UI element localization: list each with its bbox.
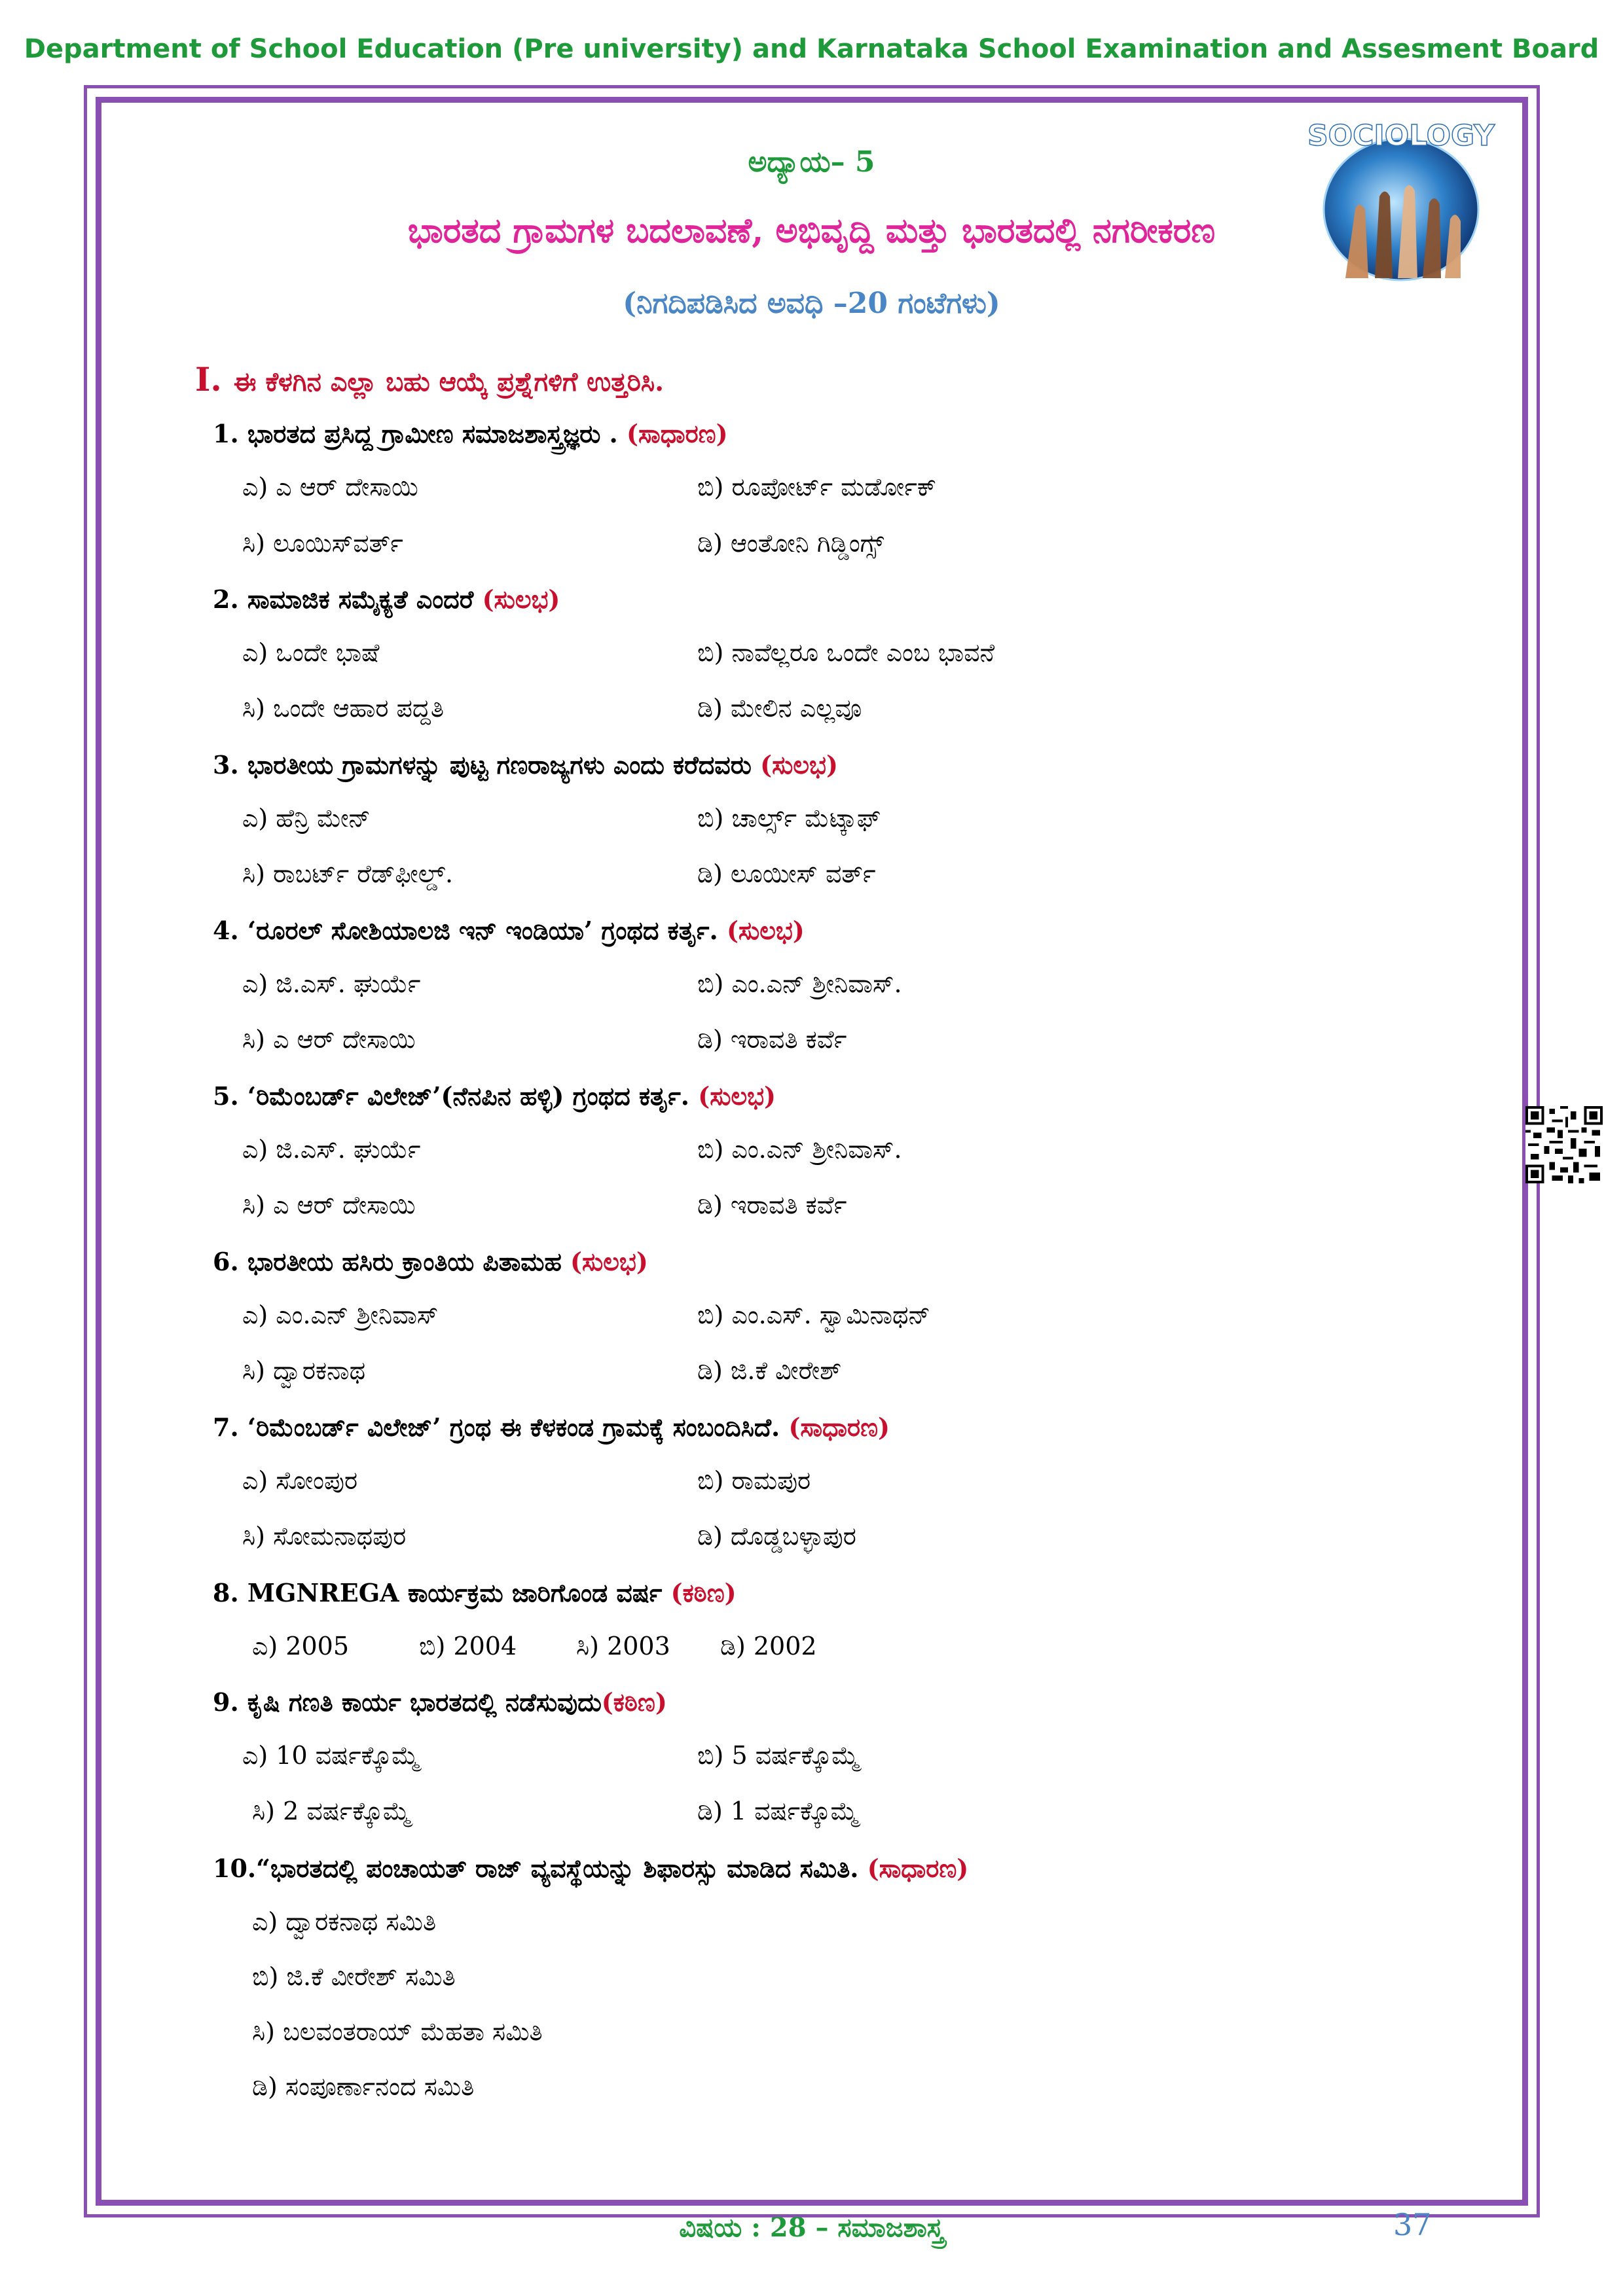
- option-a: ಎ) 2005: [252, 1632, 350, 1660]
- question-text: 1. ಭಾರತದ ಪ್ರಸಿದ್ದ ಗ್ರಾಮೀಣ ಸಮಾಜಶಾಸ್ತ್ರಜ್ಞರು .: [213, 419, 618, 448]
- question-text: 7. ‘ರಿಮೆಂಬರ್ಡ್ ವಿಲೇಜ್’ ಗ್ರಂಥ ಈ ಕೆಳಕಂಡ ಗ್ರಾಮಕ್ಕೆ ಸಂಬಂದಿಸಿದೆ.: [213, 1412, 780, 1442]
- option-c: ಸಿ) ಲೂಯಿಸ್‌ವರ್ತ್: [242, 529, 403, 558]
- option-b: ಬಿ) ಎಂ.ಎಸ್. ಸ್ವಾಮಿನಾಥನ್: [697, 1300, 931, 1329]
- option-c: ಸಿ) 2 ವರ್ಷಕ್ಕೊಮ್ಮೆ: [252, 1797, 411, 1825]
- subject-footer: ವಿಷಯ : 28 – ಸಮಾಜಶಾಸ್ತ್ರ: [679, 2212, 944, 2243]
- question-text: 4. ‘ರೂರಲ್ ಸೋಶಿಯಾಲಜಿ ಇನ್ ಇಂಡಿಯಾ’ ಗ್ರಂಥದ ಕರ್ತೃ.: [213, 916, 718, 945]
- difficulty-label: (ಕಠಿಣ): [601, 1687, 667, 1717]
- difficulty-label: (ಸಾಧಾರಣ): [867, 1854, 969, 1883]
- question-3: [213, 750, 838, 780]
- option-b: ಬಿ) ರೂಪೋರ್ಟ್ ಮರ್ಡೋಕ್: [697, 473, 937, 501]
- difficulty-label: (ಸಾಧಾರಣ): [627, 419, 728, 448]
- option-a: ಎ) ಎಂ.ಎನ್ ಶ್ರೀನಿವಾಸ್: [242, 1300, 439, 1329]
- option-d: ಡಿ) ಜಿ.ಕೆ ವೀರೇಶ್: [697, 1356, 842, 1385]
- option-c: ಸಿ) ರಾಬರ್ಟ್ ರೆಡ್‌ಫೀಲ್ಡ್.: [242, 859, 454, 888]
- question-text: 5. ‘ರಿಮೆಂಬರ್ಡ್ ವಿಲೇಜ್’(ನೆನಪಿನ ಹಳ್ಳಿ) ಗ್ರಂಥದ ಕರ್ತೃ.: [213, 1081, 689, 1111]
- option-c: ಸಿ) ಬಲವಂತರಾಯ್ ಮೆಹತಾ ಸಮಿತಿ: [252, 2017, 543, 2046]
- chapter-number: ಅದ್ಯಾಯ– 5: [748, 145, 875, 179]
- option-b: ಬಿ) ನಾವೆಲ್ಲರೂ ಒಂದೇ ಎಂಬ ಭಾವನೆ: [697, 638, 995, 667]
- option-a: ಎ) ಜಿ.ಎಸ್. ಘುರ್ಯೆ: [242, 1135, 421, 1164]
- question-2: [213, 584, 560, 615]
- option-b: ಬಿ) ಎಂ.ಎನ್ ಶ್ರೀನಿವಾಸ್.: [697, 1135, 902, 1164]
- qr-code[interactable]: [1525, 1106, 1603, 1183]
- option-c: ಸಿ) 2003: [576, 1632, 670, 1660]
- difficulty-label: (ಕಠಿಣ): [670, 1578, 737, 1607]
- question-text: 10.“ಭಾರತದಲ್ಲಿ ಪಂಚಾಯತ್ ರಾಜ್ ವ್ಯವಸ್ಥೆಯನ್ನು ಶಿಫಾರಸ್ಸು ಮಾಡಿದ ಸಮಿತಿ.: [213, 1854, 859, 1883]
- option-c: ಸಿ) ದ್ವಾರಕನಾಥ: [242, 1356, 366, 1385]
- question-1: [213, 419, 728, 449]
- difficulty-label: (ಸುಲಭ): [570, 1247, 648, 1276]
- logo-text: SOCIOLOGY: [1307, 119, 1495, 152]
- question-7: [213, 1412, 890, 1443]
- section-heading: [195, 360, 664, 399]
- option-b: ಬಿ) ಚಾರ್ಲ್ಸ್ ಮೆಟ್ಕಾಫ್: [697, 804, 881, 833]
- option-a: ಎ) ಒಂದೇ ಭಾಷೆ: [242, 638, 380, 667]
- option-c: ಸಿ) ಎ ಆರ್ ದೇಸಾಯಿ: [242, 1191, 416, 1219]
- difficulty-label: (ಸಾಧಾರಣ): [788, 1412, 890, 1442]
- option-a: ಎ) ಎ ಆರ್ ದೇಸಾಯಿ: [242, 473, 418, 501]
- option-a: ಎ) ಹೆನ್ರಿ ಮೇನ್: [242, 804, 371, 833]
- question-text: 2. ಸಾಮಾಜಿಕ ಸಮೈಕ್ಯತೆ ಎಂದರೆ: [213, 584, 474, 614]
- difficulty-label: (ಸುಲಭ): [760, 750, 838, 780]
- option-d: ಡಿ) ಲೂಯೀಸ್ ವರ್ತ್: [697, 859, 876, 888]
- question-6: [213, 1247, 648, 1277]
- chapter-title: ಭಾರತದ ಗ್ರಾಮಗಳ ಬದಲಾವಣೆ, ಅಭಿವೃದ್ದಿ ಮತ್ತು ಭಾರತದಲ್ಲಿ ನಗರೀಕರಣ: [407, 211, 1216, 251]
- question-text: 6. ಭಾರತೀಯ ಹಸಿರು ಕ್ರಾಂತಿಯ ಪಿತಾಮಹ: [213, 1247, 562, 1276]
- question-10: [213, 1854, 968, 1884]
- sociology-logo: [1306, 111, 1496, 281]
- section-number: I.: [195, 360, 222, 399]
- question-text: 8. MGNREGA ಕಾರ್ಯಕ್ರಮ ಜಾರಿಗೊಂಡ ವರ್ಷ: [213, 1578, 663, 1607]
- option-b: ಬಿ) 5 ವರ್ಷಕ್ಕೊಮ್ಮೆ: [697, 1741, 860, 1770]
- difficulty-label: (ಸುಲಭ): [726, 916, 805, 945]
- question-9: [213, 1687, 667, 1717]
- option-d: ಡಿ) ಇರಾವತಿ ಕರ್ವೆ: [697, 1191, 847, 1219]
- chapter-duration: (ನಿಗದಿಪಡಿಸಿದ ಅವಧಿ –20 ಗಂಟೆಗಳು): [623, 287, 1000, 320]
- option-d: ಡಿ) ಸಂಪೂರ್ಣಾನಂದ ಸಮಿತಿ: [252, 2072, 475, 2101]
- question-text: 9. ಕೃಷಿ ಗಣತಿ ಕಾರ್ಯ ಭಾರತದಲ್ಲಿ ನಡೆಸುವುದು: [213, 1687, 602, 1717]
- question-4: [213, 916, 805, 946]
- option-a: ಎ) ಸೋಂಪುರ: [242, 1466, 358, 1495]
- option-c: ಸಿ) ಎ ಆರ್ ದೇಸಾಯಿ: [242, 1025, 416, 1054]
- option-d: ಡಿ) ಮೇಲಿನ ಎಲ್ಲವೂ: [697, 694, 862, 723]
- difficulty-label: (ಸುಲಭ): [698, 1081, 776, 1111]
- option-b: ಬಿ) ಜಿ.ಕೆ ವೀರೇಶ್ ಸಮಿತಿ: [252, 1962, 456, 1991]
- option-a: ಎ) 10 ವರ್ಷಕ್ಕೊಮ್ಮೆ: [242, 1741, 420, 1770]
- option-c: ಸಿ) ಸೋಮನಾಥಪುರ: [242, 1522, 407, 1551]
- option-a: ಎ) ದ್ವಾರಕನಾಥ ಸಮಿತಿ: [252, 1907, 437, 1936]
- option-b: ಬಿ) ರಾಮಪುರ: [697, 1466, 811, 1495]
- option-d: ಡಿ) ಆಂತೋನಿ ಗಿಡ್ಡಿಂಗ್ಸ್: [697, 529, 884, 558]
- question-text: 3. ಭಾರತೀಯ ಗ್ರಾಮಗಳನ್ನು ಪುಟ್ಟ ಗಣರಾಜ್ಯಗಳು ಎಂದು ಕರೆದವರು: [213, 750, 752, 780]
- question-8: [213, 1578, 737, 1608]
- option-b: ಬಿ) ಎಂ.ಎನ್ ಶ್ರೀನಿವಾಸ್.: [697, 969, 902, 998]
- option-d: ಡಿ) ದೊಡ್ಡಬಳ್ಳಾಪುರ: [697, 1522, 856, 1551]
- option-d: ಡಿ) 2002: [720, 1632, 817, 1660]
- option-d: ಡಿ) ಇರಾವತಿ ಕರ್ವೆ: [697, 1025, 847, 1054]
- option-b: ಬಿ) 2004: [419, 1632, 517, 1660]
- difficulty-label: (ಸುಲಭ): [482, 584, 560, 614]
- option-c: ಸಿ) ಒಂದೇ ಆಹಾರ ಪದ್ದತಿ: [242, 694, 445, 723]
- page-number: 37: [1393, 2207, 1432, 2242]
- board-header: Department of School Education (Pre university) and Karnataka School Examination and Assesment Board: [24, 34, 1599, 64]
- question-5: [213, 1081, 776, 1111]
- option-d: ಡಿ) 1 ವರ್ಷಕ್ಕೊಮ್ಮೆ: [697, 1797, 859, 1825]
- section-title: ಈ ಕೆಳಗಿನ ಎಲ್ಲಾ ಬಹು ಆಯ್ಕೆ ಪ್ರಶ್ನೆಗಳಿಗೆ ಉತ್ತರಿಸಿ.: [233, 367, 665, 397]
- option-a: ಎ) ಜಿ.ಎಸ್. ಘುರ್ಯೆ: [242, 969, 421, 998]
